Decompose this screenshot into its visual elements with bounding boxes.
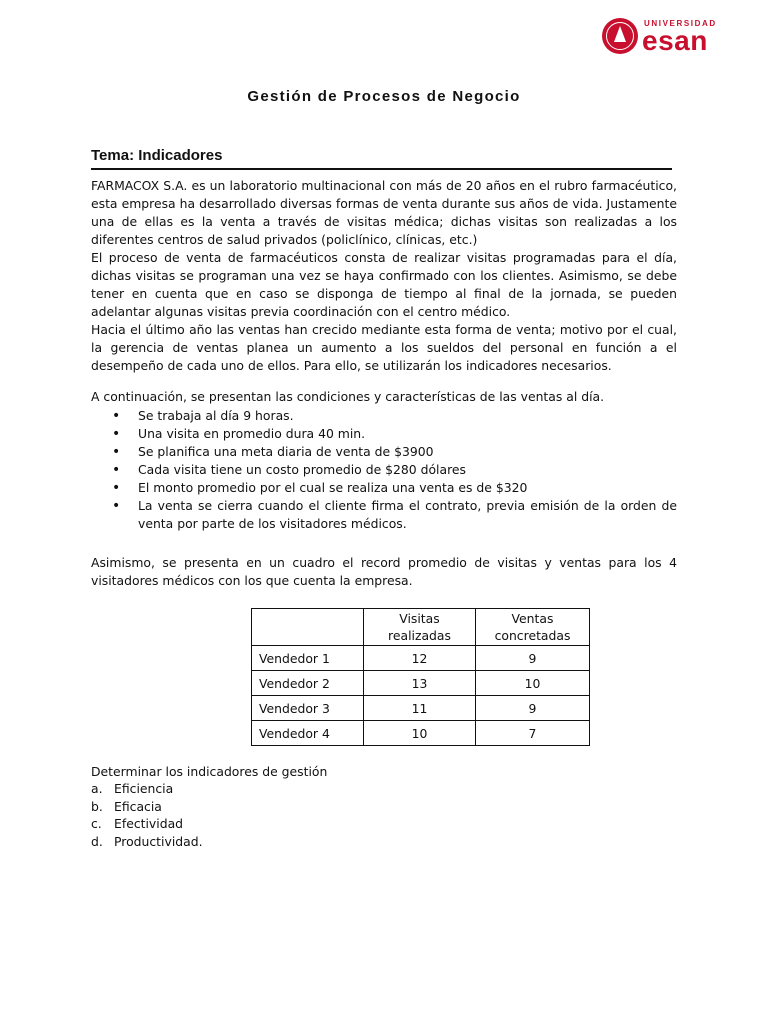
- indicator-options-list: [91, 780, 203, 850]
- table-row: [252, 671, 590, 696]
- table-header-row: [252, 609, 590, 646]
- option-text: Efectividad: [114, 816, 184, 831]
- option-text: Eficacia: [114, 798, 162, 814]
- table-cell: 11: [364, 696, 476, 721]
- table-header-cell: Ventas concretadas: [476, 609, 590, 646]
- esan-logo: [602, 18, 726, 60]
- table-header-cell: [252, 609, 364, 646]
- table-cell: 9: [476, 646, 590, 671]
- table-row: [252, 721, 590, 746]
- list-item: • Se planifica una meta diaria de venta de $3900: [112, 443, 677, 461]
- logo-brand-text: esan: [642, 25, 708, 56]
- table-cell: Vendedor 4: [252, 721, 364, 746]
- paragraph: Hacia el último año las ventas han crecido mediante esta forma de venta; motivo por el cual, la gerencia de ventas planea un aumento a los sueldos del personal en función a el desempeño de cada uno de ellos. Para ello, se utilizarán los indicadores necesarios.: [91, 322, 677, 373]
- table-row: [252, 696, 590, 721]
- list-item: • Se trabaja al día 9 horas.: [112, 407, 677, 425]
- option-text: Eficiencia: [114, 781, 174, 796]
- list-item: • El monto promedio por el cual se realiza una venta es de $320: [112, 479, 677, 497]
- list-item: • Una visita en promedio dura 40 min.: [112, 425, 677, 443]
- table-intro: Asimismo, se presenta en un cuadro el record promedio de visitas y ventas para los 4 visitadores médicos con los que cuenta la empresa.: [91, 555, 677, 588]
- list-item: • Cada visita tiene un costo promedio de $280 dólares: [112, 461, 677, 479]
- table-header-cell: Visitas realizadas: [364, 609, 476, 646]
- table-cell: 10: [476, 671, 590, 696]
- table-cell: 9: [476, 696, 590, 721]
- section-heading: Tema: Indicadores: [91, 147, 223, 164]
- table-cell: Vendedor 3: [252, 696, 364, 721]
- option-text: Productividad.: [114, 833, 203, 849]
- task-statement: Determinar los indicadores de gestión: [91, 764, 328, 779]
- option-letter: d.: [91, 833, 103, 849]
- document-title: Gestión de Procesos de Negocio: [247, 88, 521, 105]
- table-cell: 12: [364, 646, 476, 671]
- option-letter: c.: [91, 816, 102, 831]
- conditions-list: [112, 407, 677, 533]
- table-cell: Vendedor 1: [252, 646, 364, 671]
- paragraph: FARMACOX S.A. es un laboratorio multinacional con más de 20 años en el rubro farmacéutico, esta empresa ha desarrollado diversas formas de venta durante sus años de vida. Justamente una de ellas es la venta a través de visitas médica; dichas visitas son realizadas a los diferentes centros de salud privados (policlínico, clínicas, etc.): [91, 178, 677, 247]
- option-letter: a.: [91, 781, 103, 796]
- heading-divider: [91, 168, 672, 170]
- list-item: [91, 780, 203, 798]
- list-item: [91, 815, 203, 833]
- table-cell: Vendedor 2: [252, 671, 364, 696]
- case-description: [91, 177, 677, 375]
- logo-university-text: UNIVERSIDAD: [644, 19, 717, 28]
- list-item: • La venta se cierra cuando el cliente firma el contrato, previa emisión de la orden de venta por parte de los visitadores médicos.: [112, 497, 677, 533]
- university-seal-icon: [602, 18, 638, 54]
- list-item: [91, 798, 203, 816]
- table-cell: 10: [364, 721, 476, 746]
- conditions-intro: A continuación, se presentan las condiciones y características de las ventas al día.: [91, 389, 605, 404]
- table-row: [252, 646, 590, 671]
- list-item: [91, 833, 203, 851]
- table-cell: 7: [476, 721, 590, 746]
- sales-record-table: [251, 608, 590, 746]
- paragraph: El proceso de venta de farmacéuticos consta de realizar visitas programadas para el día, dichas visitas se programan una vez se haya confirmado con los clientes. Asimismo, se debe tener en cuenta que en caso se disponga de tiempo al final de la jornada, se pueden adelantar algunas visitas previa coordinación con el centro médico.: [91, 250, 677, 319]
- table-cell: 13: [364, 671, 476, 696]
- option-letter: b.: [91, 798, 103, 814]
